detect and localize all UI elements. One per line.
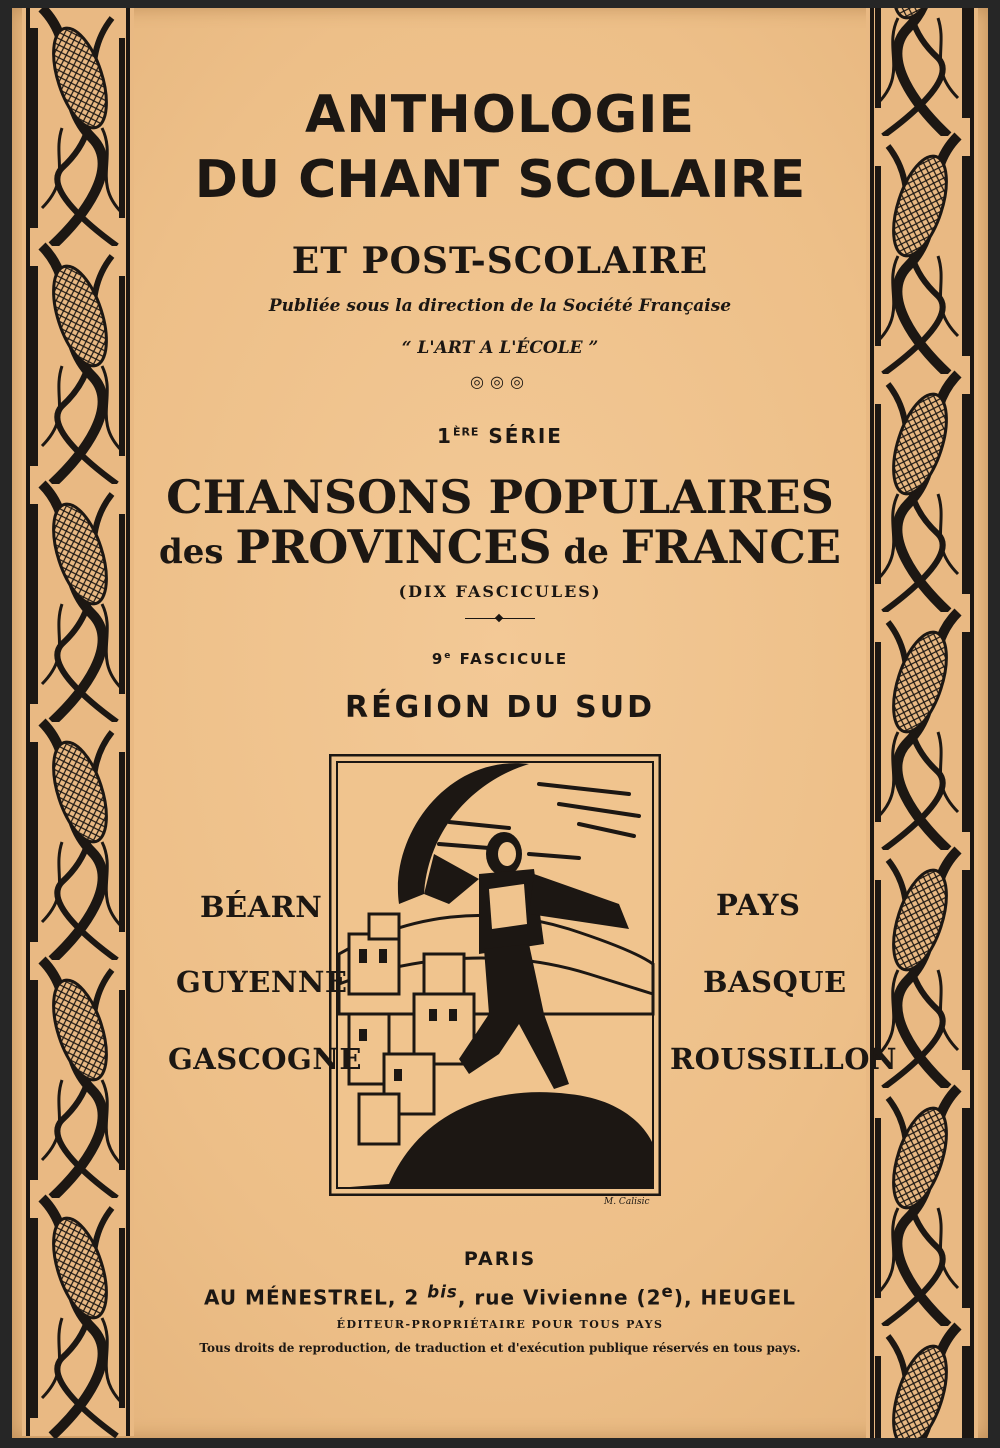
divider-rule — [465, 618, 535, 621]
imprint-address: AU MÉNESTREL, 2 $^{bis}$, rue Vivienne (2e), HEUGEL — [203, 1282, 797, 1310]
collection-title-line-2: des PROVINCES de FRANCE — [158, 520, 841, 574]
province-right-3: ROUSSILLON — [670, 1042, 898, 1076]
title-line-1: ANTHOLOGIE — [305, 85, 695, 145]
ornament: ◎◎◎ — [470, 372, 530, 391]
province-right-1: PAYS — [716, 888, 801, 922]
illustration-signature: M. Calisic — [604, 1197, 650, 1207]
woodcut-illustration — [329, 754, 661, 1196]
society-name: “ L'ART A L'ÉCOLE ” — [401, 338, 599, 358]
right-corn-border — [866, 8, 978, 1438]
collection-title-line-1: CHANSONS POPULAIRES — [166, 470, 834, 524]
province-right-2: BASQUE — [703, 965, 847, 999]
rights-notice: Tous droits de reproduction, de traduction et d'exécution publique réservés en tous pays. — [199, 1341, 801, 1355]
title-line-3: ET POST-SCOLAIRE — [291, 240, 709, 282]
series-label: 1ÈRE SÉRIE — [437, 424, 563, 448]
province-left-2: GUYENNE — [176, 965, 348, 999]
region-title: RÉGION DU SUD — [344, 690, 655, 725]
left-corn-border — [22, 8, 134, 1438]
collection-subtitle: (DIX FASCICULES) — [398, 582, 602, 601]
title-line-2: DU CHANT SCOLAIRE — [194, 150, 806, 210]
province-left-1: BÉARN — [200, 890, 323, 924]
province-left-3: GASCOGNE — [168, 1042, 362, 1076]
imprint-editor: ÉDITEUR-PROPRIÉTAIRE POUR TOUS PAYS — [336, 1318, 664, 1331]
fascicle-label: 9e FASCICULE — [431, 650, 569, 668]
publisher-note: Publiée sous la direction de la Société Française — [268, 296, 732, 316]
imprint-city: PARIS — [463, 1248, 537, 1270]
